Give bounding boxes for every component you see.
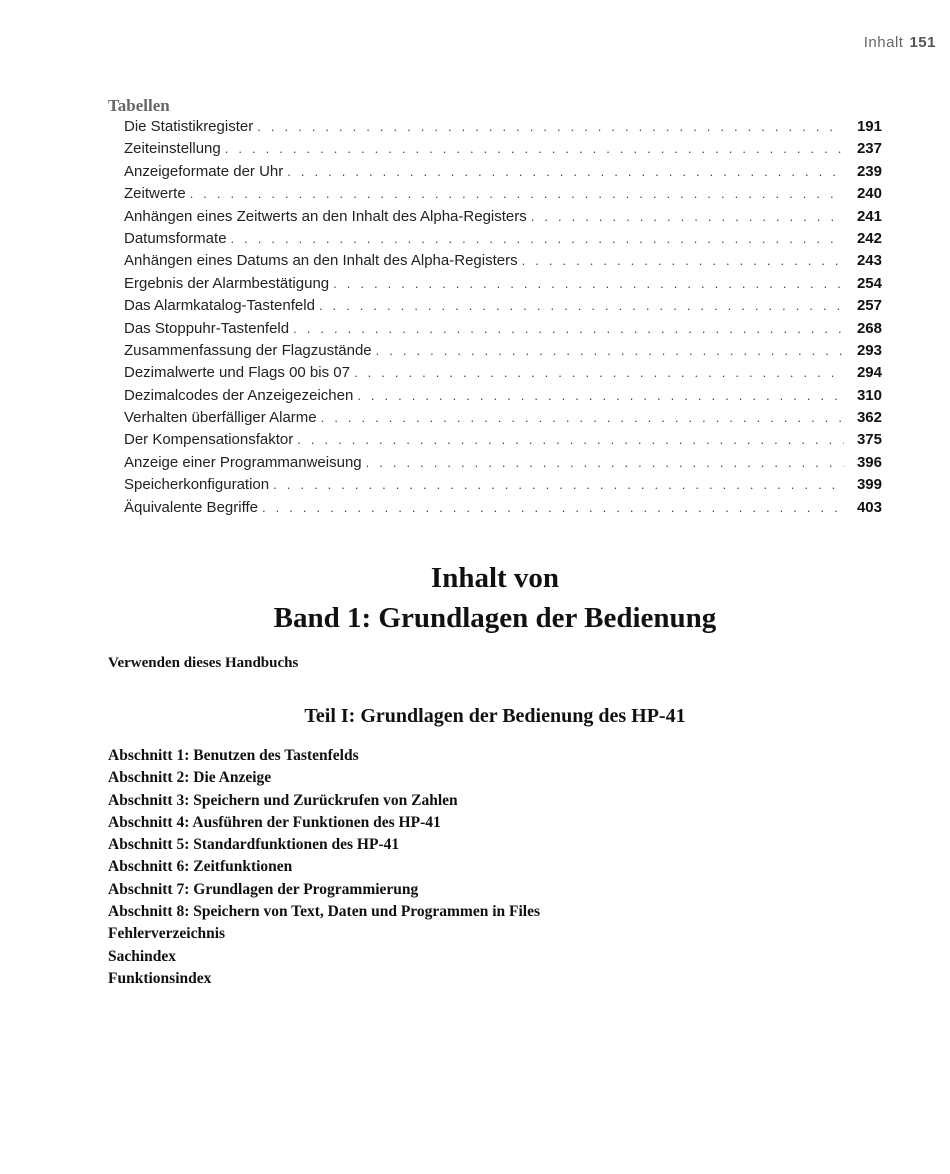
- toc-entry: [124, 431, 882, 453]
- dot-leader: [297, 432, 844, 447]
- chapter-entry: Abschnitt 7: Grundlagen der Programmierung: [108, 880, 419, 898]
- dot-leader: [257, 119, 844, 134]
- toc-entry: [124, 342, 882, 364]
- dot-leader: [531, 209, 844, 224]
- toc-entry: [124, 163, 882, 185]
- dot-leader: [287, 164, 844, 179]
- chapter-entry: Abschnitt 5: Standardfunktionen des HP-41: [108, 836, 400, 854]
- toc-entry-label: Speicherkonfiguration: [124, 476, 270, 494]
- toc-entry-label: Anhängen eines Zeitwerts an den Inhalt des Alpha-Registers: [124, 207, 527, 225]
- toc-entry: [124, 364, 882, 386]
- toc-entry-label: Anhängen eines Datums an den Inhalt des Alpha-Registers: [124, 252, 518, 270]
- toc-entry: [124, 409, 882, 431]
- toc-entry-label: Äquivalente Begriffe: [124, 498, 258, 516]
- band-title-line1: Inhalt von: [430, 562, 560, 594]
- dot-leader: [262, 500, 844, 515]
- toc-entry-page: 257: [856, 297, 882, 315]
- chapter-list: [108, 747, 540, 992]
- toc-entry-page: 399: [856, 476, 882, 494]
- toc-entry-page: 293: [856, 341, 882, 359]
- chapter-entry: Abschnitt 1: Benutzen des Tastenfelds: [108, 747, 359, 764]
- dot-leader: [273, 477, 844, 492]
- dot-leader: [321, 410, 844, 425]
- toc-entry-page: 243: [856, 252, 882, 270]
- toc-entry-label: Zeiteinstellung: [124, 140, 221, 158]
- toc-entry-label: Das Stoppuhr-Tastenfeld: [124, 319, 290, 337]
- page-number: 151: [909, 34, 936, 51]
- toc-entry: [124, 320, 882, 342]
- toc-entry-page: 294: [856, 364, 882, 382]
- dot-leader: [522, 253, 844, 268]
- toc-entry-label: Anzeigeformate der Uhr: [124, 162, 284, 180]
- toc-entry: [124, 297, 882, 319]
- toc-entry-label: Ergebnis der Alarmbestätigung: [124, 274, 330, 292]
- chapter-entry: Abschnitt 3: Speichern und Zurückrufen von Zahlen: [108, 791, 458, 809]
- toc-entry-label: Anzeige einer Programmanweisung: [124, 453, 362, 471]
- toc-entry-label: Die Statistikregister: [124, 118, 254, 135]
- toc-entry-page: 268: [856, 319, 882, 337]
- chapter-entry: Fehlerverzeichnis: [108, 925, 226, 943]
- toc-entry-label: Dezimalwerte und Flags 00 bis 07: [124, 364, 350, 382]
- toc-entry: [124, 140, 882, 162]
- dot-leader: [376, 343, 844, 358]
- toc-entry: [124, 208, 882, 230]
- toc-entry: [124, 118, 882, 140]
- dot-leader: [190, 186, 844, 201]
- toc-entry-page: 241: [856, 207, 882, 225]
- toc-entry-page: 362: [856, 409, 882, 427]
- toc-entry: [124, 476, 882, 498]
- toc-entry-page: 403: [856, 498, 882, 516]
- toc-entry: [124, 499, 882, 521]
- toc-entry-label: Verhalten überfälliger Alarme: [124, 409, 317, 427]
- toc-entry: [124, 252, 882, 274]
- toc-entry: [124, 454, 882, 476]
- chapter-entry: Abschnitt 4: Ausführen der Funktionen des HP-41: [108, 813, 441, 831]
- toc-entry-label: Zusammenfassung der Flagzustände: [124, 341, 372, 359]
- toc-entry-label: Der Kompensationsfaktor: [124, 431, 294, 449]
- chapter-entry: Funktionsindex: [108, 969, 212, 987]
- chapter-entry: Abschnitt 8: Speichern von Text, Daten und Programmen in Files: [108, 903, 541, 921]
- toc-entry-page: 375: [856, 431, 882, 449]
- dot-leader: [357, 388, 844, 403]
- running-head: [864, 34, 936, 51]
- toc-entry-page: 239: [856, 162, 882, 180]
- toc-entry-page: 254: [856, 274, 882, 292]
- dot-leader: [354, 365, 844, 380]
- toc-entry: [124, 387, 882, 409]
- toc-entry: [124, 230, 882, 252]
- tables-heading: Tabellen: [108, 96, 170, 115]
- toc-entry-page: 240: [856, 185, 882, 203]
- dot-leader: [293, 321, 844, 336]
- tables-list: [124, 118, 882, 521]
- toc-entry-label: Das Alarmkatalog-Tastenfeld: [124, 297, 315, 315]
- toc-entry-page: 310: [856, 386, 882, 404]
- dot-leader: [225, 141, 844, 156]
- part-title: Teil I: Grundlagen der Bedienung des HP-41: [304, 705, 686, 727]
- dot-leader: [319, 298, 844, 313]
- dot-leader: [231, 231, 844, 246]
- toc-entry-page: 191: [856, 118, 882, 135]
- toc-entry-label: Dezimalcodes der Anzeigezeichen: [124, 386, 354, 404]
- toc-entry: [124, 275, 882, 297]
- chapter-entry: Sachindex: [108, 947, 177, 965]
- band-title-line2: Band 1: Grundlagen der Bedienung: [273, 602, 717, 634]
- running-head-section: Inhalt: [863, 34, 904, 51]
- toc-entry-page: 242: [856, 229, 882, 247]
- chapter-entry: Abschnitt 6: Zeitfunktionen: [108, 858, 293, 876]
- dot-leader: [366, 455, 844, 470]
- preface-entry: Verwenden dieses Handbuchs: [108, 655, 299, 671]
- toc-entry-label: Zeitwerte: [124, 185, 186, 203]
- toc-entry: [124, 185, 882, 207]
- dot-leader: [333, 276, 844, 291]
- chapter-entry: Abschnitt 2: Die Anzeige: [108, 769, 272, 787]
- toc-entry-page: 396: [856, 453, 882, 471]
- toc-entry-page: 237: [856, 140, 882, 158]
- toc-entry-label: Datumsformate: [124, 229, 227, 247]
